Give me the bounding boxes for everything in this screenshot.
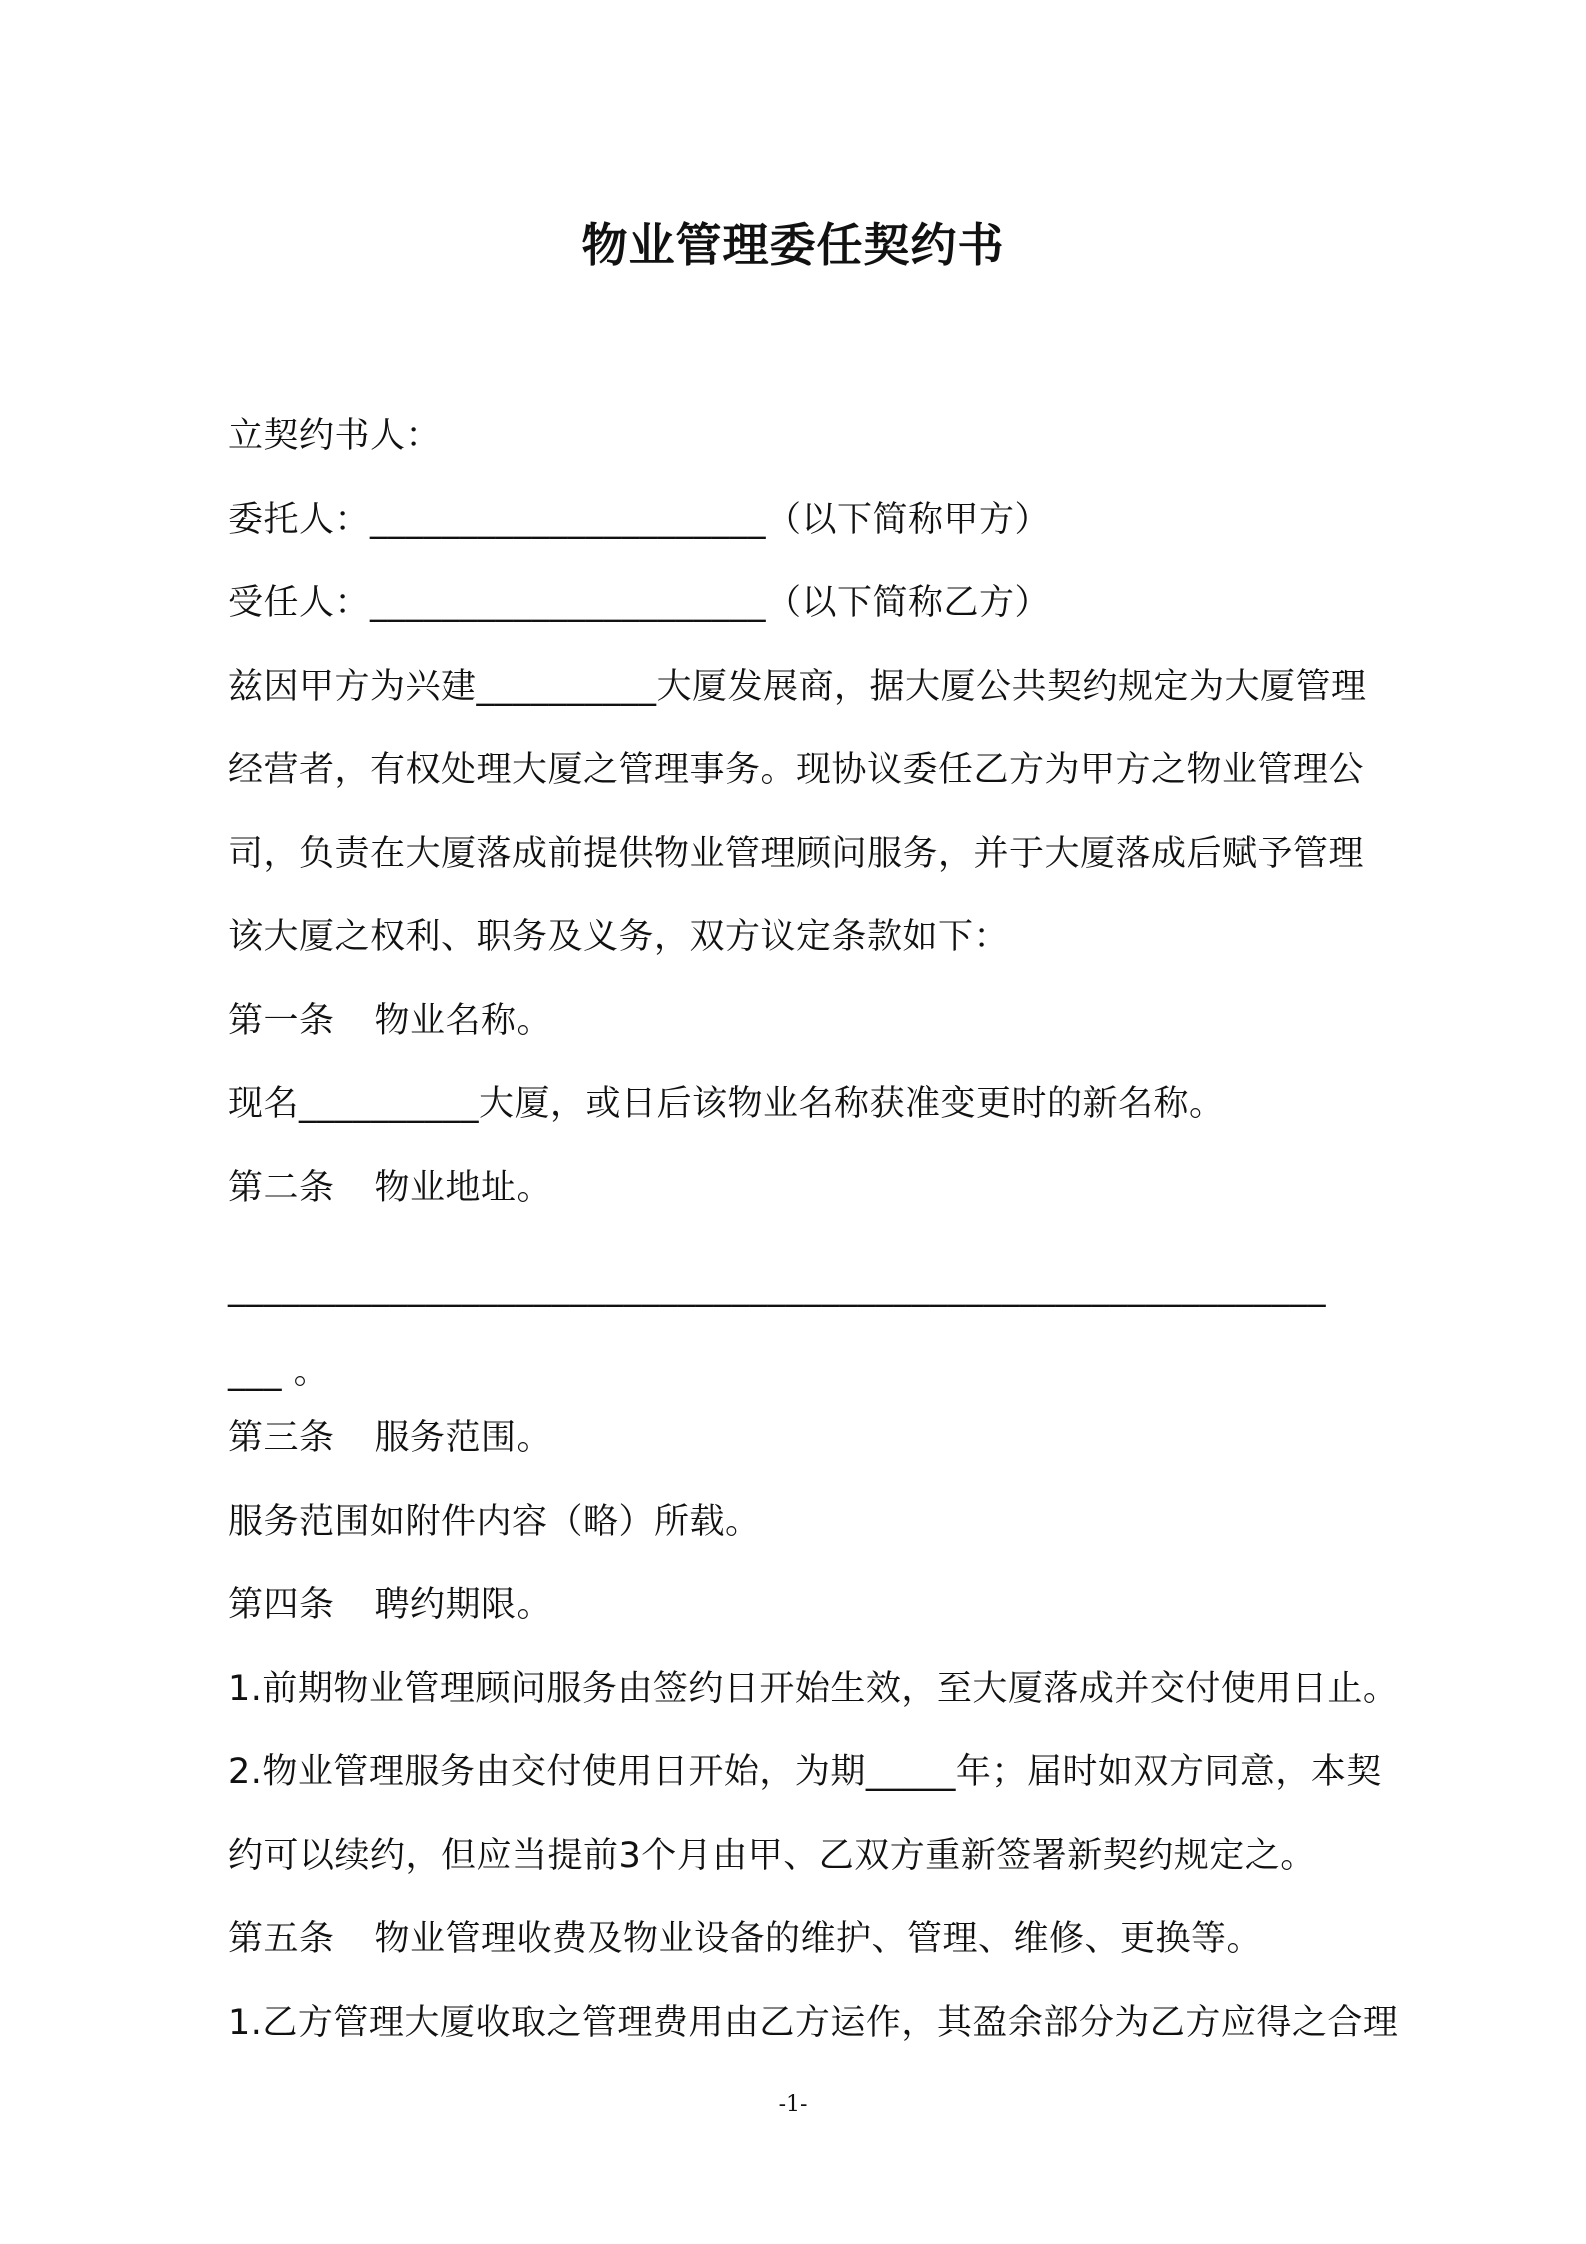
preamble-line-4: 该大厦之权利、职务及义务，双方议定条款如下：: [228, 917, 1010, 957]
property-address-blank-2: ___ 。: [228, 1352, 330, 1392]
principal-line: 委托人：______________________（以下简称甲方）: [228, 500, 1051, 540]
page-number: -1-: [778, 2092, 808, 2117]
preamble-line-2: 经营者，有权处理大厦之管理事务。现协议委任乙方为甲方之物业管理公: [228, 750, 1365, 790]
article-3-heading: [228, 1412, 1458, 1464]
service-scope-line: 服务范围如附件内容（略）所载。: [228, 1502, 761, 1542]
article-title: 物业地址。: [374, 1168, 553, 1208]
article-number: 第四条: [228, 1585, 335, 1625]
article-2-heading: [228, 1162, 1458, 1214]
preamble-line-3: 司，负责在大厦落成前提供物业管理顾问服务，并于大厦落成后赋予管理: [228, 834, 1365, 874]
article-title: 物业名称。: [374, 1001, 553, 1041]
article-title: 聘约期限。: [374, 1585, 553, 1625]
article-number: 第五条: [228, 1919, 335, 1959]
term-clause-2-cont: 约可以续约，但应当提前3个月由甲、乙双方重新签署新契约规定之。: [228, 1836, 1316, 1876]
article-number: 第一条: [228, 1001, 335, 1041]
article-4-heading: [228, 1579, 1458, 1631]
article-number: 第三条: [228, 1418, 335, 1458]
term-clause-1: 1.前期物业管理顾问服务由签约日开始生效，至大厦落成并交付使用日止。: [228, 1669, 1399, 1709]
property-name-line: 现名__________大厦，或日后该物业名称获准变更时的新名称。: [228, 1084, 1225, 1124]
document-title: 物业管理委任契约书: [581, 218, 1005, 272]
property-address-blank-1: _____________________________________________________________: [228, 1268, 1326, 1308]
agent-line: 受任人：______________________（以下简称乙方）: [228, 583, 1051, 623]
article-5-heading: [228, 1913, 1458, 1965]
fee-clause-1: 1.乙方管理大厦收取之管理费用由乙方运作，其盈余部分为乙方应得之合理: [228, 2003, 1399, 2043]
article-title: 物业管理收费及物业设备的维护、管理、维修、更换等。: [374, 1919, 1263, 1959]
term-clause-2: 2.物业管理服务由交付使用日开始，为期_____年；届时如双方同意，本契: [228, 1752, 1382, 1792]
article-number: 第二条: [228, 1168, 335, 1208]
contract-parties-label: 立契约书人：: [228, 416, 442, 456]
article-1-heading: [228, 995, 1458, 1047]
preamble-line-1: 兹因甲方为兴建__________大厦发展商，据大厦公共契约规定为大厦管理: [228, 667, 1367, 707]
article-title: 服务范围。: [374, 1418, 553, 1458]
